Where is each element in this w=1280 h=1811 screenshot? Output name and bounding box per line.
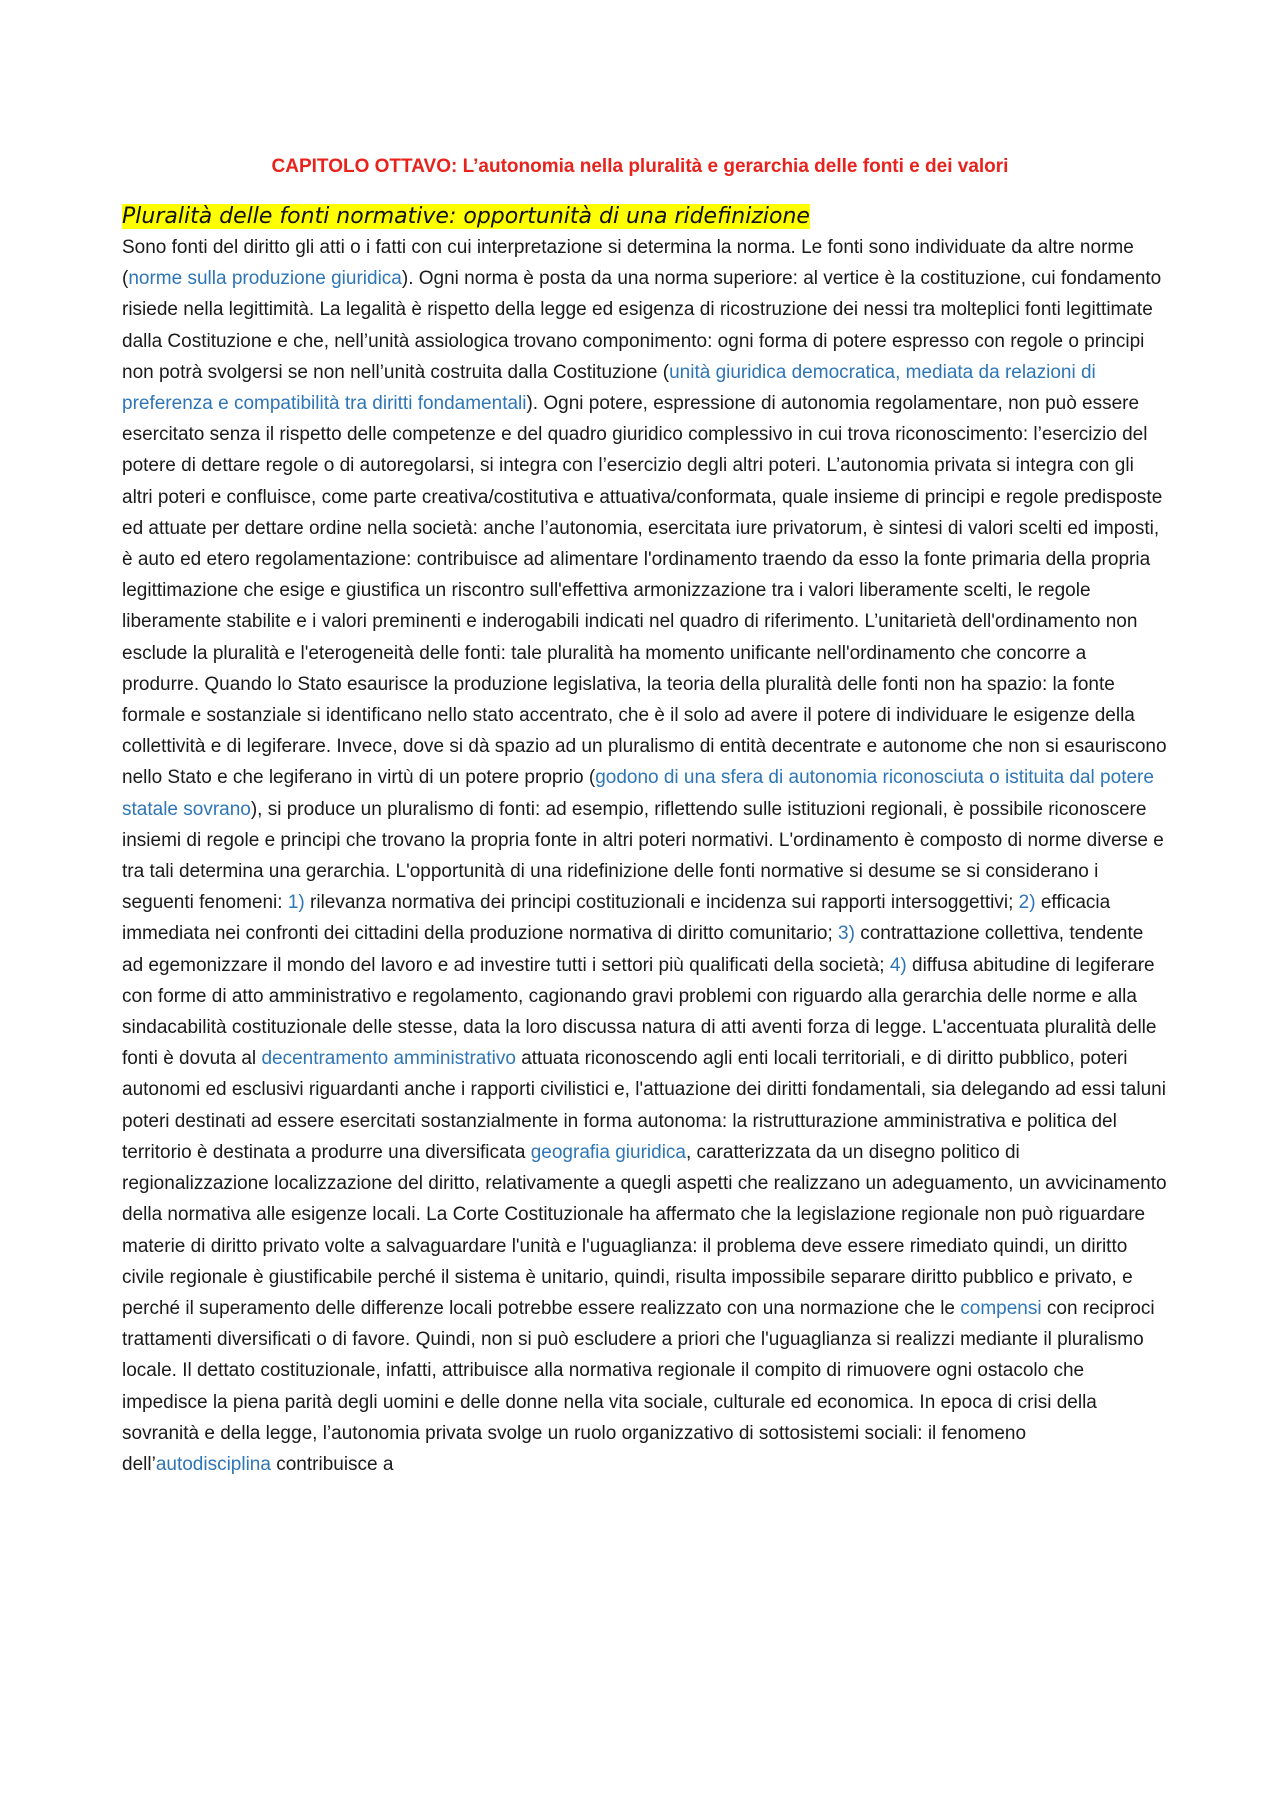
text-segment: , caratterizzata da un disegno politico di regionalizzazione localizzazione del diritto, relativamente a quegli aspetti che realizzano un adeguamento, un avvicinamento della normativa alle esigenze locali. La Corte Costituzionale ha affermato che la legislazione regionale non può riguardare materie di diritto privato volte a salvaguardare l'unità e l'uguaglianza: il problema deve essere rimediato quindi, un diritto civile regionale è giustificabile perché il sistema è unitario, quindi, risulta impossibile separare diritto pubblico e privato, e perché il superamento delle differenze locali potrebbe essere realizzato con una normazione che le <box>122 1141 1167 1319</box>
emphasis-segment: geografia giuridica <box>530 1141 686 1163</box>
text-segment: attuata riconoscendo agli enti locali territoriali, e di diritto pubblico, poteri autonomi ed esclusivi riguardanti anche i rapporti civilistici e, l'attuazione dei diritti fondamentali, sia delegando ad essi taluni poteri destinati ad essere esercitati sostanzialmente in forma autonoma: la ristrutturazione amministrativa e politica del territorio è destinata a produrre una diversificata <box>122 1048 1166 1163</box>
text-segment: Sono fonti del diritto gli atti o i fatti con cui interpretazione si determina la norma. Le fonti sono individuate da altre norme ( <box>122 237 1134 290</box>
emphasis-segment: godono di una sfera di autonomia riconosciuta o istituita dal potere statale sovrano <box>122 767 1154 820</box>
text-segment: efficacia immediata nei confronti dei cittadini della produzione normativa di diritto comunitario; <box>122 892 1111 945</box>
text-segment: ). Ogni norma è posta da una norma superiore: al vertice è la costituzione, cui fondamento risiede nella legittimità. La legalità è rispetto della legge ed esigenza di ricostruzione dei nessi tra molteplici fonti legittimate dalla Costituzione e che, nell’unità assiologica trovano componimento: ogni forma di potere espresso con regole o principi non potrà svolgersi se non nell’unità costruita dalla Costituzione ( <box>122 268 1162 383</box>
text-segment: diffusa abitudine di legiferare con forme di atto amministrativo e regolamento, cagionando gravi problemi con riguardo alla gerarchia delle norme e alla sindacabilità costituzionale delle stesse, data la loro discussa natura di atti aventi forza di legge. L'accentuata pluralità delle fonti è dovuta al <box>122 954 1157 1070</box>
text-segment: rilevanza normativa dei principi costituzionali e incidenza sui rapporti intersoggettivi; <box>304 892 1019 914</box>
text-segment: con reciproci trattamenti diversificati o di favore. Quindi, non si può escludere a priori che l'uguaglianza si realizzi mediante il pluralismo locale. Il dettato costituzionale, infatti, attribuisce alla normativa regionale il compito di rimuovere ogni ostacolo che impedisce la piena parità degli uomini e delle donne nella vita sociale, culturale ed economica. In epoca di crisi della sovranità e della legge, l’autonomia privata svolge un ruolo organizzativo di sottosistemi sociali: il fenomeno dell’ <box>122 1297 1155 1475</box>
body-paragraph <box>122 232 1168 1480</box>
emphasis-segment: autodisciplina <box>155 1453 271 1475</box>
emphasis-segment: unità giuridica democratica, mediata da relazioni di preferenza e compatibilità tra diritti fondamentali <box>122 361 1096 415</box>
emphasis-segment: norme sulla produzione giuridica <box>128 268 402 290</box>
text-segment: contribuisce a <box>270 1453 394 1475</box>
chapter-title: CAPITOLO OTTAVO: L’autonomia nella pluralità e gerarchia delle fonti e dei valori <box>271 156 1009 177</box>
list-marker-1: 1) <box>287 892 305 914</box>
emphasis-segment: decentramento amministrativo <box>261 1048 516 1070</box>
emphasis-segment: compensi <box>960 1297 1042 1319</box>
section-heading-highlight: Pluralità delle fonti normative: opportunità di una ridefinizione <box>122 204 810 229</box>
text-segment: ). Ogni potere, espressione di autonomia regolamentare, non può essere esercitato senza il rispetto delle competenze e del quadro giuridico complessivo in cui trova riconoscimento: l’esercizio del potere di dettare regole o di autoregolarsi, si integra con l’esercizio degli altri poteri. L’autonomia privata si integra con gli altri poteri e confluisce, come parte creativa/costitutiva e attuativa/conformata, quale insieme di principi e regole predisposte ed attuate per dettare ordine nella società: anche l’autonomia, esercitata iure privatorum, è sintesi di valori scelti ed imposti, è auto ed etero regolamentazione: contribuisce ad alimentare l'ordinamento traendo da esso la fonte primaria della propria legittimazione che esige e giustifica un riscontro sull'effettiva armonizzazione tra i valori liberamente scelti, le regole liberamente stabilite e i valori preminenti e inderogabili indicati nel quadro di riferimento. L’unitarietà dell'ordinamento non esclude la pluralità e l'eterogeneità delle fonti: tale pluralità ha momento unificante nell'ordinamento che concorre a produrre. Quando lo Stato esaurisce la produzione legislativa, la teoria della pluralità delle fonti non ha spazio: la fonte formale e sostanziale si identificano nello stato accentrato, che è il solo ad avere il potere di individuare le esigenze della collettività e di legiferare. Invece, dove si dà spazio ad un pluralismo di entità decentrate e autonome che non si esauriscono nello Stato e che legiferano in virtù di un potere proprio ( <box>122 393 1167 789</box>
text-segment: ), si produce un pluralismo di fonti: ad esempio, riflettendo sulle istituzioni regionali, è possibile riconoscere insiemi di regole e principi che trovano la propria fonte in altri poteri normativi. L'ordinamento è composto di norme diverse e tra tali determina una gerarchia. L'opportunità di una ridefinizione delle fonti normative si desume se si considerano i seguenti fenomeni: <box>122 798 1164 914</box>
section-heading <box>122 202 810 232</box>
list-marker-3: 3) <box>838 923 855 945</box>
list-marker-4: 4) <box>889 954 907 976</box>
text-segment: contrattazione collettiva, tendente ad egemonizzare il mondo del lavoro e ad investire tutti i settori più qualificati della società; <box>122 923 1144 976</box>
list-marker-2: 2) <box>1018 892 1036 914</box>
